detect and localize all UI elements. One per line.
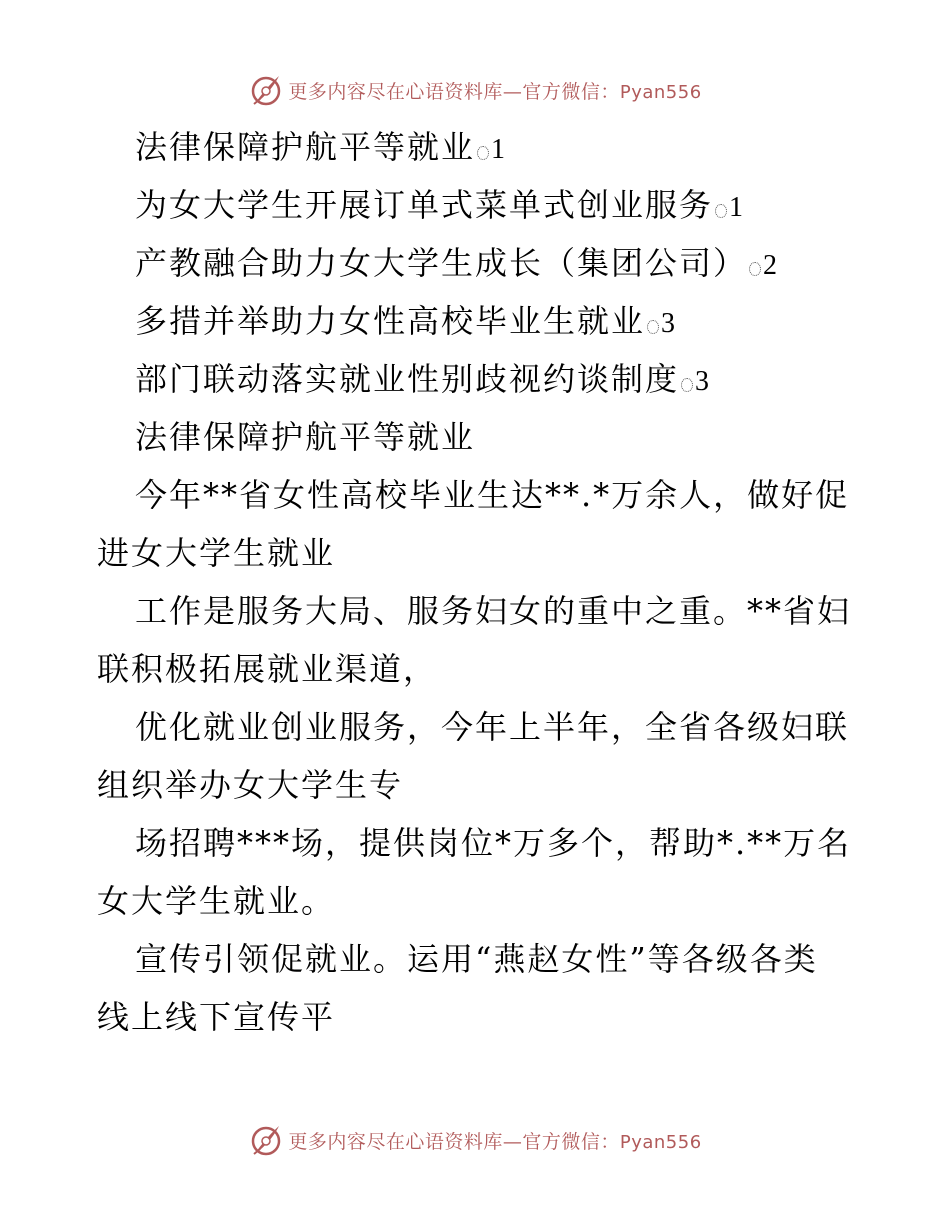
document-content bbox=[97, 118, 852, 1046]
toc-entry[interactable] bbox=[97, 234, 852, 292]
quill-pen-logo-icon bbox=[248, 1122, 284, 1158]
table-of-contents bbox=[97, 118, 852, 408]
body-line: 联积极拓展就业渠道， bbox=[97, 650, 438, 688]
toc-entry-title: 产教融合助力女大学生成长（集团公司） bbox=[135, 244, 748, 282]
toc-entry-title: 多措并举助力女性高校毕业生就业 bbox=[135, 302, 646, 340]
body-line: 工作是服务大局、服务妇女的重中之重。**省妇 bbox=[135, 592, 852, 630]
toc-entry-page: 1 bbox=[729, 192, 744, 223]
body-line: 组织举办女大学生专 bbox=[97, 766, 404, 804]
footer-watermark bbox=[0, 1120, 950, 1160]
body-line: 今年**省女性高校毕业生达**.*万余人，做好促 bbox=[135, 476, 850, 514]
toc-entry[interactable] bbox=[97, 292, 852, 350]
body-line: 场招聘***场，提供岗位*万多个，帮助*.**万名 bbox=[135, 824, 852, 862]
body-line: 进女大学生就业 bbox=[97, 534, 336, 572]
watermark-id: Pyan556 bbox=[619, 1131, 702, 1153]
toc-entry-title: 法律保障护航平等就业 bbox=[135, 128, 476, 166]
body-line: 优化就业创业服务，今年上半年，全省各级妇联 bbox=[135, 708, 850, 746]
watermark-text: 更多内容尽在心语资料库—官方微信： bbox=[288, 80, 620, 103]
toc-entry-title: 部门联动落实就业性别歧视约谈制度 bbox=[135, 360, 680, 398]
toc-leader bbox=[681, 378, 693, 392]
body-line: 宣传引领促就业。运用“燕赵女性”等各级各类 bbox=[135, 940, 818, 978]
toc-leader bbox=[477, 146, 489, 160]
toc-leader bbox=[715, 204, 727, 218]
toc-entry-page: 1 bbox=[491, 134, 506, 165]
toc-entry-page: 2 bbox=[763, 250, 778, 281]
body-line: 线上线下宣传平 bbox=[97, 998, 336, 1036]
body-line: 女大学生就业。 bbox=[97, 882, 336, 920]
toc-entry-page: 3 bbox=[695, 366, 710, 397]
toc-leader bbox=[749, 262, 761, 276]
toc-entry[interactable] bbox=[97, 118, 852, 176]
toc-leader bbox=[647, 320, 659, 334]
body-text bbox=[97, 466, 852, 1046]
toc-entry-page: 3 bbox=[661, 308, 676, 339]
section-title: 法律保障护航平等就业 bbox=[135, 418, 476, 456]
watermark-text: 更多内容尽在心语资料库—官方微信： bbox=[288, 1130, 620, 1153]
toc-entry-title: 为女大学生开展订单式菜单式创业服务 bbox=[135, 186, 714, 224]
watermark-id: Pyan556 bbox=[619, 81, 702, 103]
quill-pen-logo-icon bbox=[248, 72, 284, 108]
toc-entry[interactable] bbox=[97, 350, 852, 408]
header-watermark bbox=[0, 70, 950, 110]
toc-entry[interactable] bbox=[97, 176, 852, 234]
